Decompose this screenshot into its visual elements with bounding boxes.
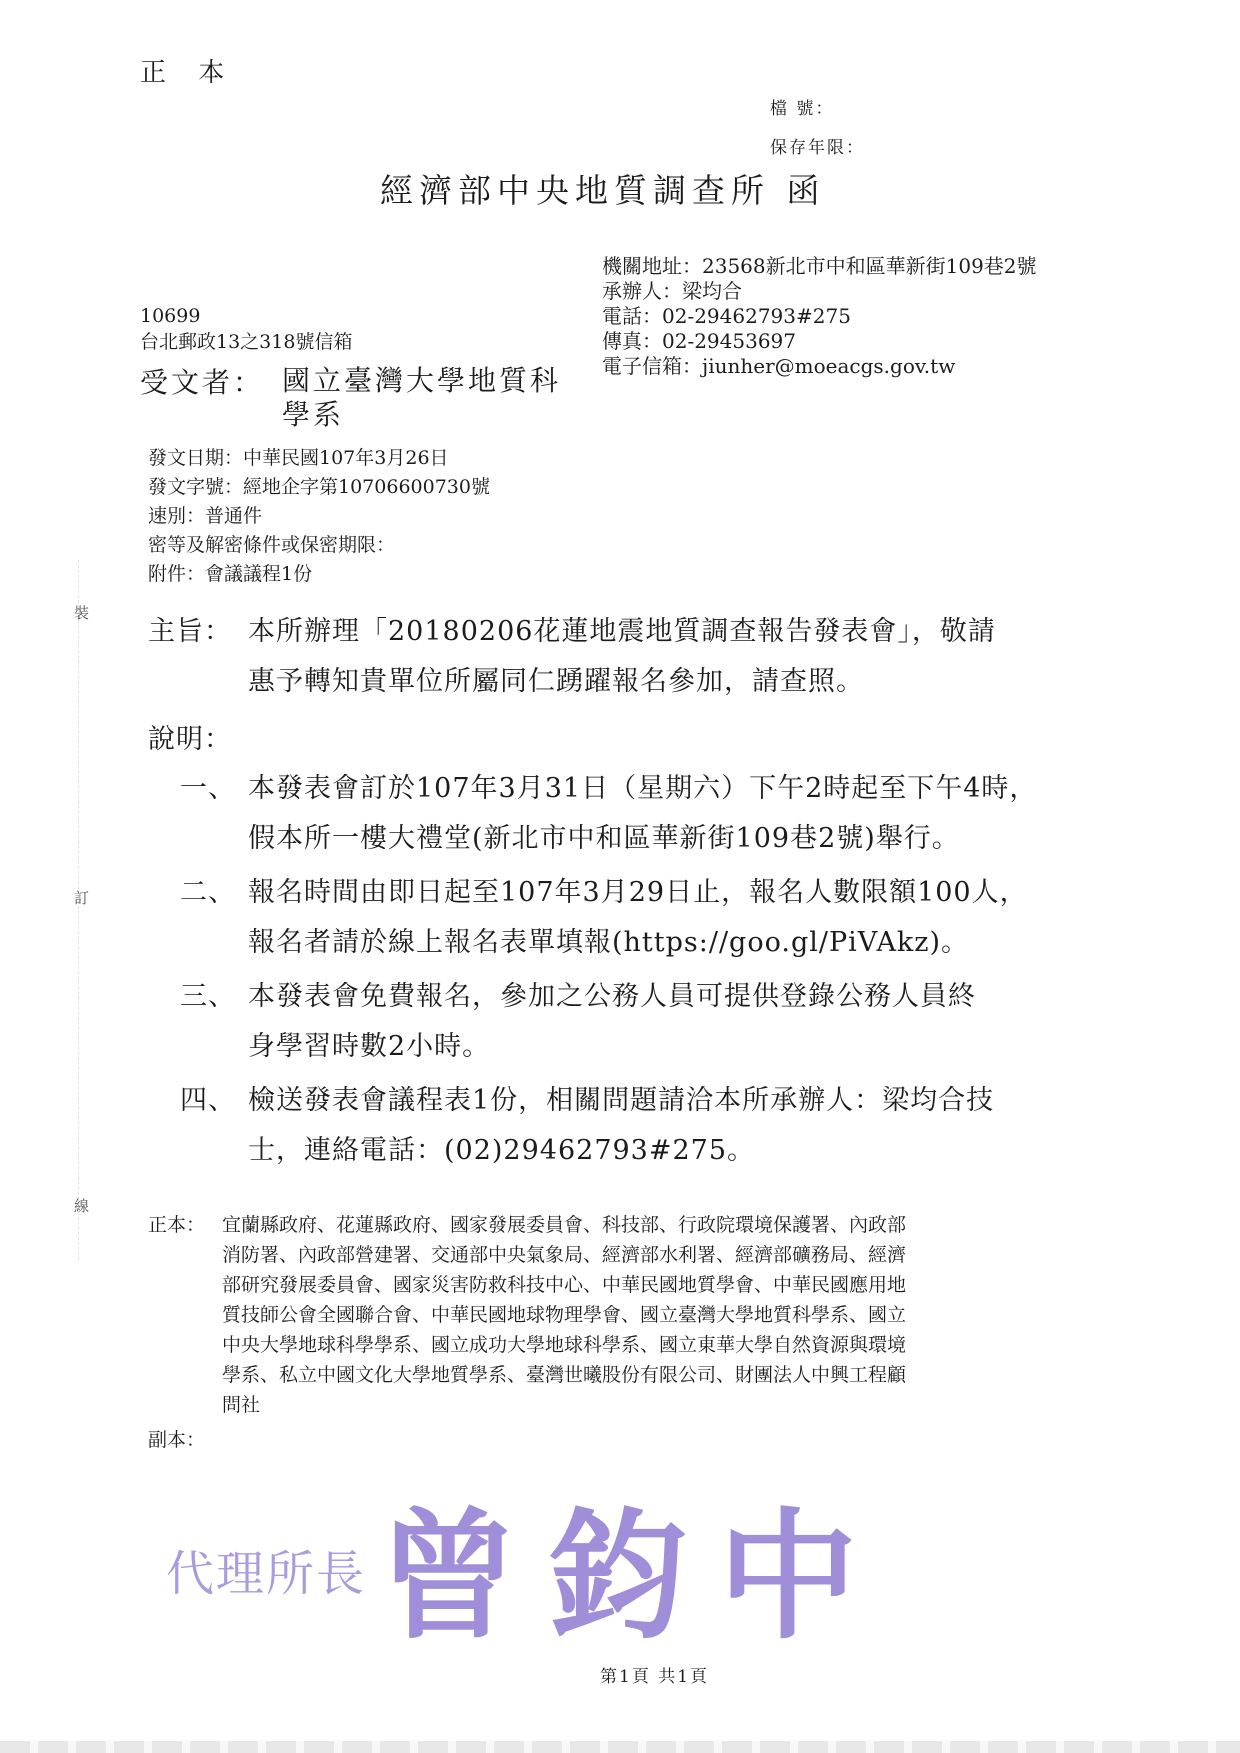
binding-mark-middle: 訂 [74, 889, 90, 907]
binding-line [78, 560, 79, 1260]
file-number-label: 檔 號： [770, 99, 835, 119]
explanation-item-4-line1: 檢送發表會議程表1份，相關問題請洽本所承辦人：梁均合技 [248, 1085, 995, 1116]
po-box: 台北郵政13之318號信箱 [140, 331, 353, 353]
original-recipients-line: 宜蘭縣政府、花蓮縣政府、國家發展委員會、科技部、行政院環境保護署、內政部 [222, 1214, 907, 1236]
page-number: 第1頁 共1頁 [600, 1667, 710, 1687]
subject-line2: 惠予轉知貴單位所屬同仁踴躍報名參加，請查照。 [248, 666, 864, 697]
original-recipients-line: 問社 [222, 1394, 261, 1416]
subject-label: 主旨： [148, 616, 232, 647]
sender-handler: 承辦人：梁均合 [602, 279, 742, 303]
explanation-item-2-line2: 報名者請於線上報名表單填報(https://goo.gl/PiVAkz)。 [248, 927, 970, 958]
stamp-signature: 曾鈞中 [378, 1495, 889, 1659]
explanation-item-1-line1: 本發表會訂於107年3月31日（星期六）下午2時起至下午4時， [248, 773, 1038, 804]
secrecy-level: 密等及解密條件或保密期限： [148, 534, 396, 556]
retention-period-label: 保存年限： [770, 138, 865, 158]
issue-date: 發文日期：中華民國107年3月26日 [148, 447, 449, 469]
delivery-speed: 速別：普通件 [148, 505, 263, 527]
recipient-name [282, 364, 561, 432]
explanation-item-3-line1: 本發表會免費報名，參加之公務人員可提供登錄公務人員終 [248, 981, 976, 1012]
explanation-item-3 [248, 972, 976, 1072]
binding-mark-bottom: 線 [74, 1197, 90, 1215]
scan-edge [0, 1741, 1240, 1753]
original-recipients-line: 部研究發展委員會、國家災害防救科技中心、中華民國地質學會、中華民國應用地 [222, 1274, 907, 1296]
original-recipients-label: 正本： [148, 1214, 206, 1236]
recipient-name-line1: 國立臺灣大學地質科 [282, 364, 562, 397]
sender-info [602, 254, 1037, 379]
original-recipients-line: 消防署、內政部營建署、交通部中央氣象局、經濟部水利署、經濟部礦務局、經濟 [222, 1244, 907, 1266]
explanation-item-2-num: 二、 [180, 877, 236, 908]
explanation-item-1 [248, 764, 1037, 864]
explanation-item-4 [248, 1076, 994, 1176]
subject-line1: 本所辦理「20180206花蓮地震地質調查報告發表會」，敬請 [248, 616, 996, 647]
explanation-item-4-num: 四、 [180, 1085, 236, 1116]
original-recipients-line: 中央大學地球科學學系、國立成功大學地球科學系、國立東華大學自然資源與環境 [222, 1334, 907, 1356]
binding-mark-top: 裝 [74, 604, 90, 622]
sender-email: 電子信箱：jiunher@moeacgs.gov.tw [602, 354, 956, 378]
original-recipients-line: 學系、私立中國文化大學地質學系、臺灣世曦股份有限公司、財團法人中興工程顧 [222, 1364, 907, 1386]
explanation-item-2 [248, 868, 1028, 968]
original-recipients [222, 1210, 906, 1420]
explanation-item-2-line1: 報名時間由即日起至107年3月29日止，報名人數限額100人， [248, 877, 1028, 908]
explanation-item-3-line2: 身學習時數2小時。 [248, 1031, 491, 1062]
document-meta [148, 444, 490, 589]
recipient-name-line2: 學系 [282, 398, 345, 431]
explanation-item-4-line2: 士，連絡電話：(02)29462793#275。 [248, 1135, 756, 1166]
sender-fax: 傳真：02-29453697 [602, 329, 797, 353]
attachment: 附件：會議議程1份 [148, 563, 313, 585]
explanation-item-1-num: 一、 [180, 773, 236, 804]
postal-code: 10699 [140, 305, 201, 327]
recipient-label: 受文者： [140, 366, 265, 399]
original-recipients-line: 質技師公會全國聯合會、中華民國地球物理學會、國立臺灣大學地質科學系、國立 [222, 1304, 907, 1326]
document-number: 發文字號：經地企字第10706600730號 [148, 476, 490, 498]
explanation-item-1-line2: 假本所一樓大禮堂(新北市中和區華新街109巷2號)舉行。 [248, 823, 960, 854]
explanation-label: 說明： [148, 724, 232, 755]
document-title: 經濟部中央地質調查所 函 [380, 171, 826, 210]
subject-text [248, 607, 996, 707]
copy-recipients-label: 副本： [148, 1429, 206, 1451]
recipient-mailing-address [140, 303, 352, 355]
original-copy-label: 正 本 [140, 58, 237, 88]
sender-phone: 電話：02-29462793#275 [602, 304, 851, 328]
sender-address: 機關地址：23568新北市中和區華新街109巷2號 [602, 254, 1037, 278]
stamp-title: 代理所長 [166, 1546, 367, 1602]
explanation-item-3-num: 三、 [180, 981, 236, 1012]
